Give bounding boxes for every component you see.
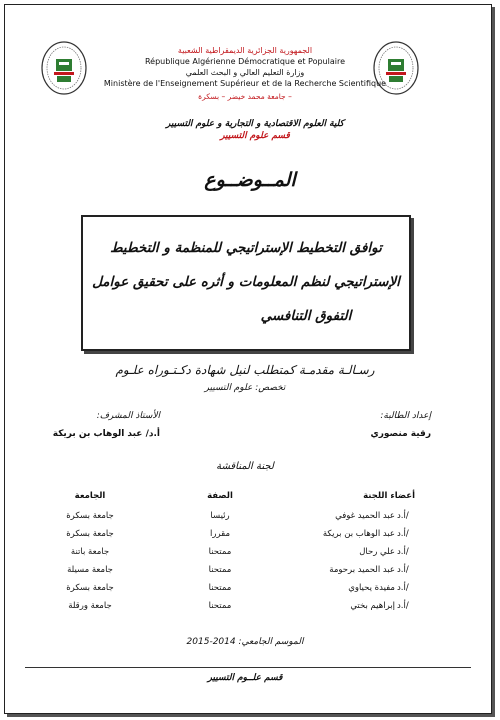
column-header-university: الجامعة <box>74 491 106 501</box>
member-title: أ.د/ <box>397 565 409 575</box>
member-title: أ.د/ <box>397 601 409 611</box>
supervisor-label: الأستاذ المشرف: <box>96 411 160 421</box>
republic-arabic: الجمهورية الجزائرية الديمقراطية الشعبية <box>177 46 313 55</box>
member-name: علي رحال <box>359 547 395 557</box>
thesis-title-box <box>81 215 411 351</box>
member-university: جامعة بسكرة <box>66 511 114 521</box>
member-university: جامعة ورقلة <box>68 601 112 611</box>
member-role: ممتحنا <box>208 547 232 557</box>
member-university: جامعة بسكرة <box>66 583 114 593</box>
member-university: جامعة بسكرة <box>66 529 114 539</box>
member-title: أ.د/ <box>397 511 409 521</box>
member-title: أ.د/ <box>397 547 409 557</box>
member-name: إبراهيم بختي <box>350 601 395 611</box>
member-role: ممتحنا <box>208 565 232 575</box>
faculty-name: كلية العلوم الاقتصادية و التجارية و علوم التسيير <box>166 119 344 129</box>
academic-year: الموسم الجامعي: 2014-2015 <box>186 637 304 647</box>
member-role: مقررا <box>209 529 230 539</box>
member-role: رئيسا <box>210 511 230 521</box>
member-name: مفيدة يحياوي <box>348 583 395 593</box>
department-name: قسم علوم التسيير <box>220 131 290 141</box>
member-role: ممتحنا <box>208 601 232 611</box>
ministry-arabic: وزارة التعليم العالي و البحث العلمي <box>185 68 305 77</box>
member-name: عبد الوهاب بن بريكة <box>322 529 395 539</box>
member-role: ممتحنا <box>208 583 232 593</box>
footer-department: قسم علــوم التسيير <box>207 673 283 683</box>
thesis-title-line-2: الإستراتيجي لنظم المعلومات و أثره على تحقيق عوامل <box>92 274 400 290</box>
member-name: عبد الحميد برحومة <box>329 565 395 575</box>
university-logo-left <box>39 39 89 97</box>
member-university: جامعة باتنة <box>70 547 110 557</box>
footer-divider <box>25 667 471 668</box>
member-university: جامعة مسيلة <box>67 565 113 575</box>
member-title: أ.د/ <box>397 583 409 593</box>
thesis-title-line-1: توافق التخطيط الإستراتيجي للمنظمة و التخطيط <box>110 240 382 256</box>
member-name: عبد الحميد غوفي <box>335 511 395 521</box>
thesis-title-line-3: التفوق التنافسي <box>260 308 352 324</box>
prepared-by-label: إعداد الطالبة: <box>380 411 431 421</box>
degree-specialty: تخصص: علوم التسيير <box>204 383 286 393</box>
supervisor-name: أ.د/ عبد الوهاب بن بريكة <box>52 429 160 439</box>
student-name: رقية منصوري <box>370 429 431 439</box>
committee-heading: لجنة المناقشة <box>216 461 274 472</box>
degree-purpose: رسـالـة مقدمـة كمتطلب لنيل شهادة دكـتـوراه علـوم <box>115 363 375 377</box>
subject-label: المــوضــوع <box>204 169 296 191</box>
ministry-french: Ministère de l'Enseignement Supérieur et de la Recherche Scientifique <box>103 79 387 88</box>
column-header-member: أعضاء اللجنة <box>363 491 415 501</box>
column-header-role: الصفة <box>207 491 233 501</box>
university-name: جامعة محمد خيضر – بسكرة – <box>198 92 292 101</box>
thesis-cover-page <box>4 4 492 714</box>
member-title: أ.د/ <box>397 529 409 539</box>
republic-french: République Algérienne Démocratique et Populaire <box>144 57 346 66</box>
